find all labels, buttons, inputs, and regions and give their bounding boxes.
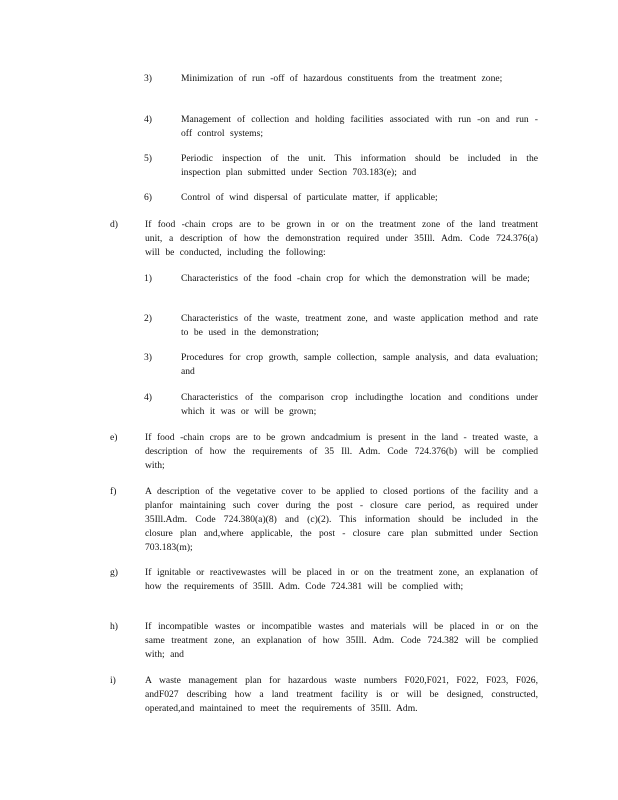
item-text: Management of collection and holding facilities associated with run -on and run -off control systems; <box>181 114 538 139</box>
item-label: 4) <box>144 392 152 403</box>
item-text: If ignitable or reactivewastes will be placed in or on the treatment zone, an explanation of how the requirements of 35Ill. Adm. Code 724.381 will be complied with; <box>145 567 538 592</box>
item-text: If food -chain crops are to be grown in or on the treatment zone of the land treatment unit, a description of how the demonstration required under 35Ill. Adm. Code 724.376(a) will be conducted, including the following: <box>145 219 538 258</box>
item-label: f) <box>110 486 117 497</box>
item-text: If incompatible wastes or incompatible wastes and materials will be placed in or on the same treatment zone, an explanation of how 35Ill. Adm. Code 724.382 will be complied with; and <box>145 621 538 660</box>
item-label: 3) <box>144 352 152 363</box>
item-label: 4) <box>144 114 152 125</box>
item-label: i) <box>110 675 116 686</box>
item-text: Procedures for crop growth, sample collection, sample analysis, and data evaluation; and <box>181 352 538 377</box>
item-label: 1) <box>144 273 152 284</box>
item-text: A waste management plan for hazardous waste numbers F020,F021, F022, F023, F026, andF027 describing how a land treatment facility is or will be designed, constructed, operated,and maintained to meet the requirements of 35Ill. Adm. <box>145 675 538 714</box>
item-label: h) <box>110 621 118 632</box>
item-label: 3) <box>144 73 152 84</box>
item-text: Control of wind dispersal of particulate matter, if applicable; <box>181 192 438 203</box>
item-text: If food -chain crops are to be grown andcadmium is present in the land - treated waste, a description of how the requirements of 35 Ill. Adm. Code 724.376(b) will be complied with; <box>145 432 538 471</box>
item-text: Characteristics of the comparison crop includingthe location and conditions under which it was or will be grown; <box>181 392 538 417</box>
item-label: 2) <box>144 313 152 324</box>
item-text: Minimization of run -off of hazardous constituents from the treatment zone; <box>181 73 503 84</box>
item-text: Characteristics of the food -chain crop for which the demonstration will be made; <box>181 273 530 284</box>
item-label: 6) <box>144 192 152 203</box>
item-label: d) <box>110 219 118 230</box>
item-label: g) <box>110 567 118 578</box>
item-text: Characteristics of the waste, treatment zone, and waste application method and rate to be used in the demonstration; <box>181 313 538 338</box>
item-text: Periodic inspection of the unit. This information should be included in the inspection plan submitted under Section 703.183(e); and <box>181 153 538 178</box>
item-label: e) <box>110 432 118 443</box>
item-text: A description of the vegetative cover to be applied to closed portions of the facility and a planfor maintaining such cover during the post - closure care period, as required under 35Ill.Adm. Code 724.380(a)(8) and (c)(2). This information should be included in the closure plan and,where applicable, the post - closure care plan submitted under Section 703.183(m); <box>145 486 538 553</box>
item-label: 5) <box>144 153 152 164</box>
